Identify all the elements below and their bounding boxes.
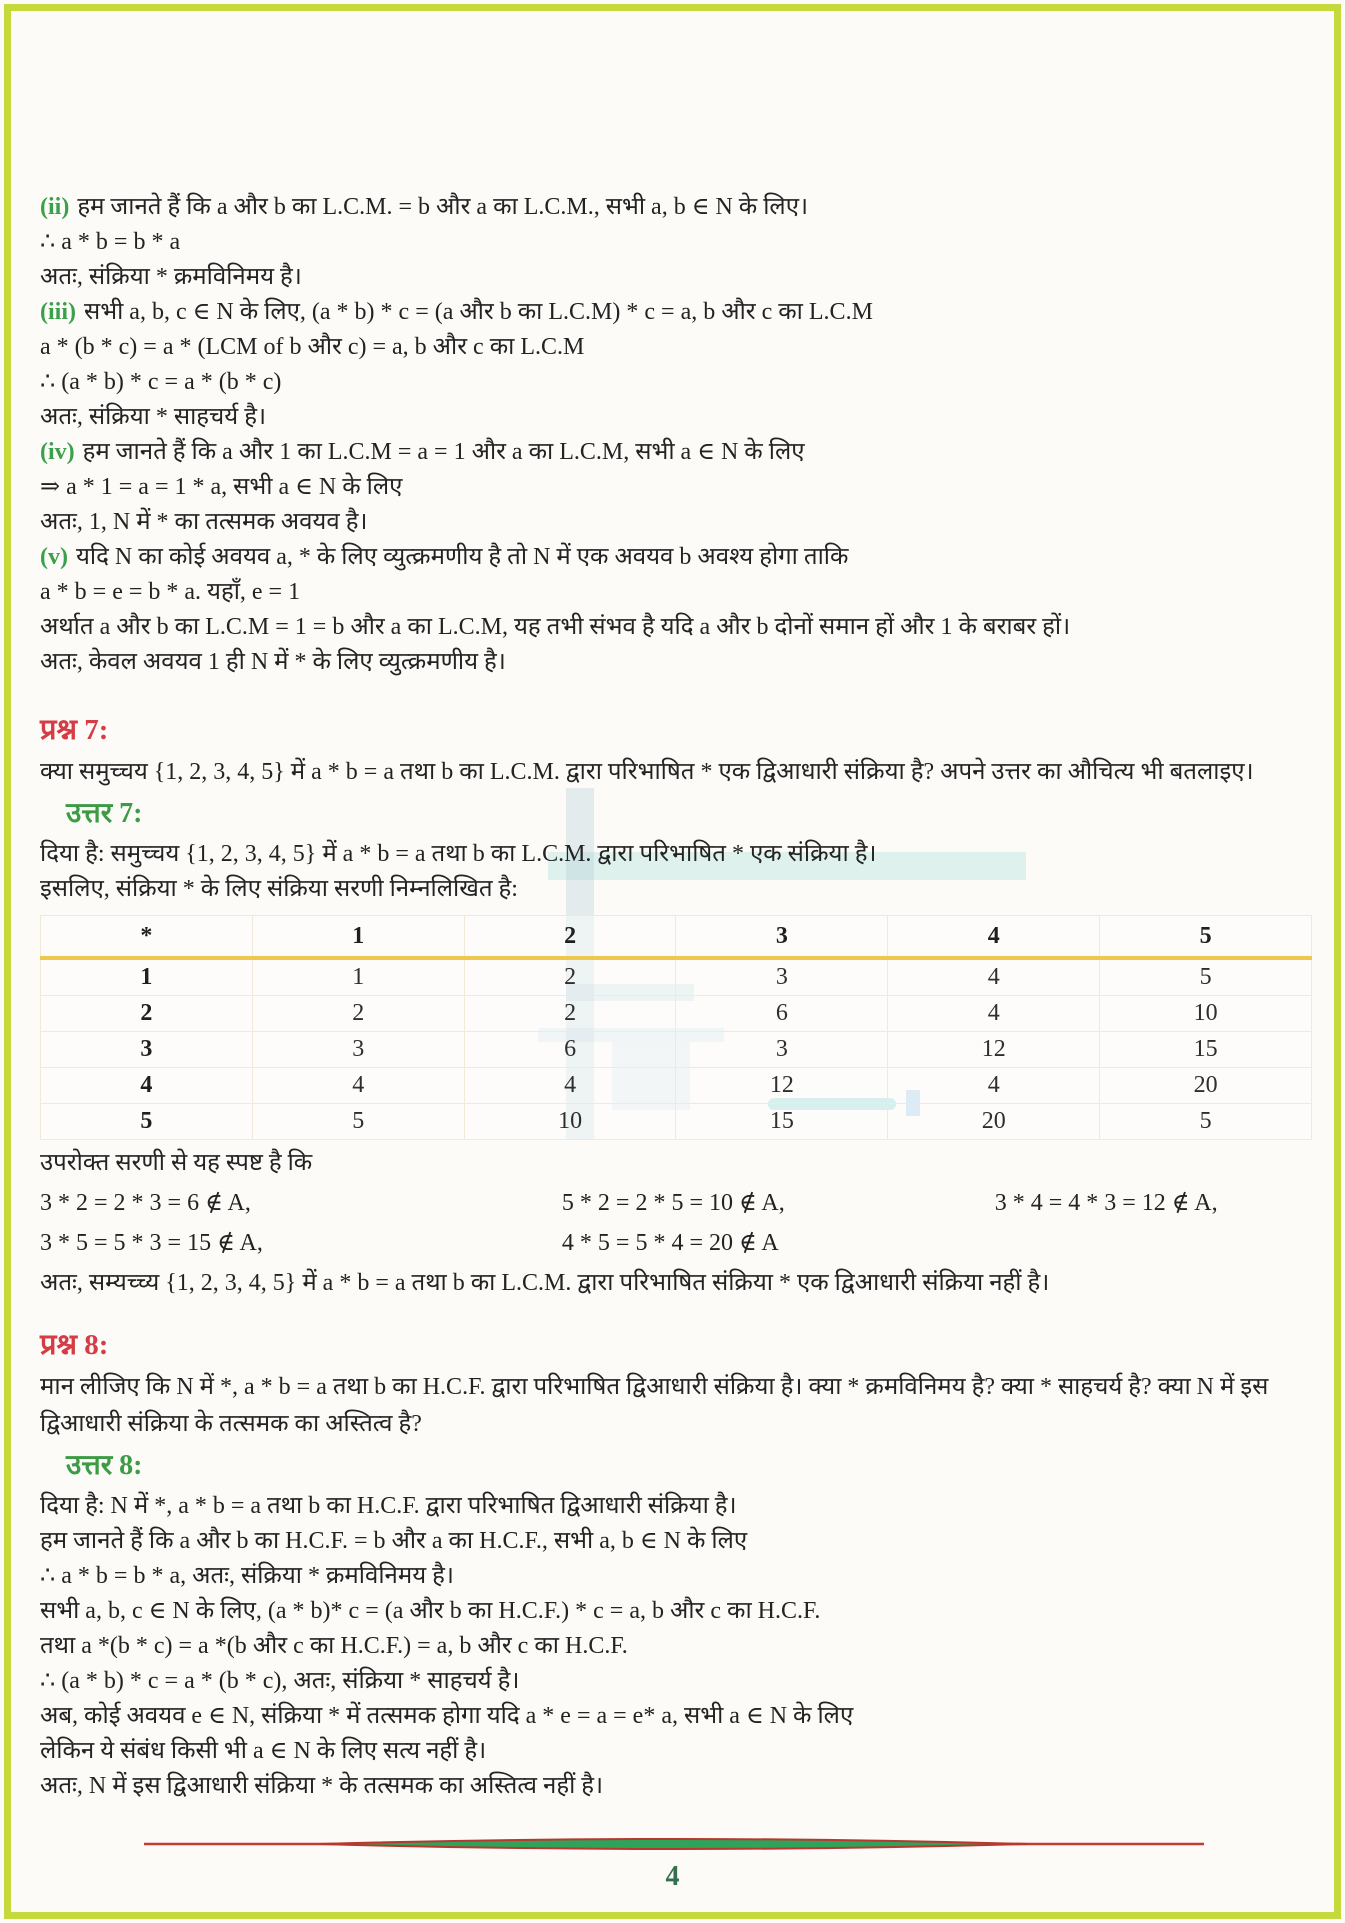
text-line: तथा a *(b * c) = a *(b और c का H.C.F.) = a, b और c का H.C.F. xyxy=(40,1633,628,1659)
table-cell: 6 xyxy=(676,996,888,1032)
case-item: 3 * 5 = 5 * 3 = 15 ∉ A, xyxy=(40,1230,263,1256)
table-cell: 6 xyxy=(464,1032,676,1068)
page-content xyxy=(40,190,1313,1804)
table-cell: 3 xyxy=(676,958,888,996)
table-cell: 4 xyxy=(888,1068,1100,1104)
line-text: ∴ (a * b) * c = a * (b * c) xyxy=(40,369,282,395)
table-cell: 4 xyxy=(888,958,1100,996)
table-cell: 4 xyxy=(252,1068,464,1104)
page-footer xyxy=(0,1835,1345,1905)
line-text: ⇒ a * 1 = a = 1 * a, सभी a ∈ N के लिए xyxy=(40,474,403,500)
table-cell: 5 xyxy=(252,1104,464,1140)
case-item: 3 * 2 = 2 * 3 = 6 ∉ A, xyxy=(40,1190,251,1216)
text-line xyxy=(40,225,1313,260)
table-cell: 3 xyxy=(252,1032,464,1068)
text-line xyxy=(40,260,1313,295)
table-cell: 10 xyxy=(464,1104,676,1140)
question7-heading: प्रश्न 7: xyxy=(40,714,109,746)
table-cell: 5 xyxy=(1100,958,1312,996)
question8-heading: प्रश्न 8: xyxy=(40,1329,109,1361)
case-item: 5 * 2 = 2 * 5 = 10 ∉ A, xyxy=(561,1190,785,1216)
text-line: ∴ a * b = b * a, अतः, संक्रिया * क्रमविनिमय है। xyxy=(40,1563,454,1589)
text-line xyxy=(40,837,1313,872)
text-line xyxy=(40,435,1313,470)
table-cell: 4 xyxy=(41,1068,253,1104)
section-divider-icon xyxy=(142,1835,1206,1853)
table-header-cell: 4 xyxy=(888,916,1100,959)
solution6-block xyxy=(40,190,1313,680)
text-line: ∴ (a * b) * c = a * (b * c), अतः, संक्रिया * साहचर्य है। xyxy=(40,1668,520,1694)
text-line xyxy=(40,190,1313,225)
text-line: हम जानते हैं कि a और b का H.C.F. = b और a का H.C.F., सभी a, b ∈ N के लिए xyxy=(40,1528,748,1554)
operation-table xyxy=(40,915,1312,1140)
question8-text: मान लीजिए कि N में *, a * b = a तथा b का H.C.F. द्वारा परिभाषित द्विआधारी संक्रिया है। क्या * क्रमविनिमय है? क्या * साहचर्य है? क्या N में इस द्विआधारी संक्रिया के तत्समक का अस्तित्व है? xyxy=(40,1374,1269,1437)
line-text: अतः, संक्रिया * क्रमविनिमय है। xyxy=(40,264,302,290)
list-marker: (iii) xyxy=(40,299,76,325)
table-cell: 12 xyxy=(676,1068,888,1104)
table-cell: 10 xyxy=(1100,996,1312,1032)
list-marker: (v) xyxy=(40,544,68,570)
line-text: अतः, संक्रिया * साहचर्य है। xyxy=(40,404,267,430)
table-cell: 3 xyxy=(676,1032,888,1068)
observation-line: उपरोक्त सरणी से यह स्पष्ट है कि xyxy=(40,1150,313,1176)
table-header-cell: 2 xyxy=(464,916,676,959)
table-row xyxy=(41,1104,1312,1140)
page-number: 4 xyxy=(665,1861,680,1892)
table-cell: 3 xyxy=(41,1032,253,1068)
list-marker: (ii) xyxy=(40,194,70,220)
text-line xyxy=(40,540,1313,575)
table-header-row xyxy=(41,916,1312,959)
table-header-cell: 1 xyxy=(252,916,464,959)
text-line: सभी a, b, c ∈ N के लिए, (a * b)* c = (a और b का H.C.F.) * c = a, b और c का H.C.F. xyxy=(40,1598,821,1624)
text-line xyxy=(40,295,1313,330)
table-cell: 12 xyxy=(888,1032,1100,1068)
line-text: इसलिए, संक्रिया * के लिए संक्रिया सरणी निम्नलिखित है: xyxy=(40,876,518,902)
text-line xyxy=(40,400,1313,435)
line-text: ∴ a * b = b * a xyxy=(40,229,181,255)
table-row xyxy=(41,958,1312,996)
line-text: अतः, 1, N में * का तत्समक अवयव है। xyxy=(40,509,368,535)
line-text: सभी a, b, c ∈ N के लिए, (a * b) * c = (a और b का L.C.M) * c = a, b और c का L.C.M xyxy=(84,299,873,325)
line-text: a * (b * c) = a * (LCM of b और c) = a, b और c का L.C.M xyxy=(40,334,585,360)
text-line: दिया है: N में *, a * b = a तथा b का H.C.F. द्वारा परिभाषित द्विआधारी संक्रिया है। xyxy=(40,1493,737,1519)
list-marker: (iv) xyxy=(40,439,75,465)
answer7-heading: उत्तर 7: xyxy=(66,798,143,829)
case-item xyxy=(995,1223,1313,1263)
table-cell: 1 xyxy=(41,958,253,996)
line-text: हम जानते हैं कि a और 1 का L.C.M = a = 1 और a का L.C.M, सभी a ∈ N के लिए xyxy=(82,439,805,465)
table-cell: 4 xyxy=(888,996,1100,1032)
case-item: 3 * 4 = 4 * 3 = 12 ∉ A, xyxy=(994,1190,1218,1216)
answer8-heading: उत्तर 8: xyxy=(66,1450,143,1481)
text-line xyxy=(40,330,1313,365)
table-cell: 15 xyxy=(676,1104,888,1140)
table-row xyxy=(41,996,1312,1032)
text-line xyxy=(40,872,1313,907)
table-cell: 4 xyxy=(464,1068,676,1104)
answer7-conclusion: अतः, सम्यच्च्य {1, 2, 3, 4, 5} में a * b = a तथा b का L.C.M. द्वारा परिभाषित संक्रिया * एक द्विआधारी संक्रिया नहीं है। xyxy=(40,1270,1050,1296)
table-header-cell: * xyxy=(41,916,253,959)
table-row xyxy=(41,1032,1312,1068)
table-cell: 15 xyxy=(1100,1032,1312,1068)
table-row xyxy=(41,1068,1312,1104)
table-cell: 5 xyxy=(1100,1104,1312,1140)
text-line xyxy=(40,575,1313,610)
line-text: दिया है: समुच्चय {1, 2, 3, 4, 5} में a * b = a तथा b का L.C.M. द्वारा परिभाषित * एक संक्रिया है। xyxy=(40,841,877,867)
table-cell: 2 xyxy=(464,958,676,996)
line-text: a * b = e = b * a. यहाँ, e = 1 xyxy=(40,579,301,605)
line-text: यदि N का कोई अवयव a, * के लिए व्युत्क्रमणीय है तो N में एक अवयव b अवश्य होगा ताकि xyxy=(75,544,849,570)
table-cell: 2 xyxy=(252,996,464,1032)
line-text: अर्थात a और b का L.C.M = 1 = b और a का L.C.M, यह तभी संभव है यदि a और b दोनों समान हों और 1 के बराबर हों। xyxy=(40,614,1071,640)
case-item: 4 * 5 = 5 * 4 = 20 ∉ A xyxy=(561,1230,779,1256)
table-cell: 2 xyxy=(41,996,253,1032)
table-cell: 5 xyxy=(41,1104,253,1140)
text-line xyxy=(40,470,1313,505)
table-header-cell: 3 xyxy=(676,916,888,959)
answer8-block xyxy=(40,1489,1313,1804)
text-line: अब, कोई अवयव e ∈ N, संक्रिया * में तत्समक होगा यदि a * e = a = e* a, सभी a ∈ N के लिए xyxy=(40,1703,854,1729)
table-cell: 20 xyxy=(888,1104,1100,1140)
text-line xyxy=(40,505,1313,540)
table-header-cell: 5 xyxy=(1100,916,1312,959)
text-line: लेकिन ये संबंध किसी भी a ∈ N के लिए सत्य नहीं है। xyxy=(40,1738,487,1764)
cases-grid xyxy=(40,1183,1313,1263)
text-line xyxy=(40,365,1313,400)
text-line xyxy=(40,610,1313,645)
table-cell: 2 xyxy=(464,996,676,1032)
text-line xyxy=(40,645,1313,680)
text-line: अतः, N में इस द्विआधारी संक्रिया * के तत्समक का अस्तित्व नहीं है। xyxy=(40,1773,604,1799)
line-text: हम जानते हैं कि a और b का L.C.M. = b और a का L.C.M., सभी a, b ∈ N के लिए। xyxy=(77,194,809,220)
line-text: अतः, केवल अवयव 1 ही N में * के लिए व्युत्क्रमणीय है। xyxy=(40,649,506,675)
table-cell: 20 xyxy=(1100,1068,1312,1104)
table-cell: 1 xyxy=(252,958,464,996)
question7-text: क्या समुच्चय {1, 2, 3, 4, 5} में a * b = a तथा b का L.C.M. द्वारा परिभाषित * एक द्विआधारी संक्रिया है? अपने उत्तर का औचित्य भी बतलाइए। xyxy=(40,759,1254,785)
